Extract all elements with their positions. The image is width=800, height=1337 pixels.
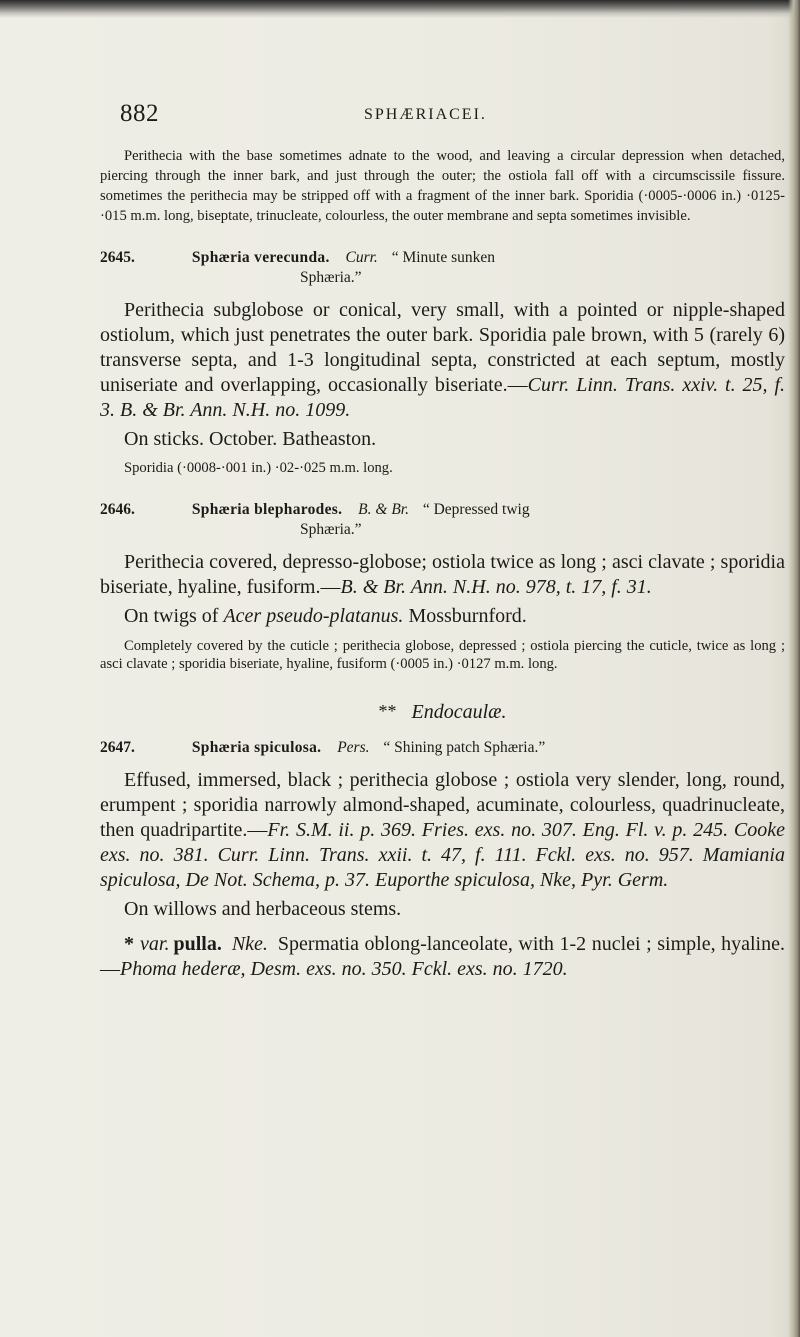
species-name: Sphæria blepharodes. <box>191 501 343 518</box>
english-name: “ Shining patch Sphæria.” <box>383 739 546 756</box>
variety-label: var. <box>140 933 170 955</box>
species-description <box>100 768 785 893</box>
species-description <box>100 550 785 600</box>
entry-heading <box>100 500 785 540</box>
description-references: Curr. Linn. Trans. xxiv. t. 25, f. 3. B. & Br. Ann. N.H. no. 1099. <box>100 374 785 421</box>
english-name-continued: Sphæria.” <box>300 269 362 286</box>
variety-entry <box>100 932 785 982</box>
scan-page-edge <box>788 0 800 1337</box>
page-content <box>100 100 785 982</box>
intro-paragraph: Perithecia with the base sometimes adnate to the wood, and leaving a circular depression when detached, piercing through the inner bark, and just through the outer; the ostiola fall off with a circumscissile fissure. sometimes the perithecia may be stripped off with a fragment of the inner bark. Sporidia (·0005-·0006 in.) ·0125-·015 m.m. long, biseptate, trinucleate, colourless, the outer membrane and septa sometimes invisible. <box>100 148 785 224</box>
description-text: Effused, immersed, black ; perithecia globose ; ostiola very slender, long, round, erumpent ; sporidia narrowly almond-shaped, acuminate, colourless, quadrinucleate, then quadripartite.— <box>100 769 785 841</box>
variety-text: Spermatia oblong-lanceolate, with 1-2 nuclei ; simple, hyaline.— <box>100 933 785 980</box>
running-title: SPHÆRIACEI. <box>364 106 487 123</box>
habitat-location: Mossburnford. <box>408 605 527 627</box>
entry-2646 <box>100 500 785 673</box>
description-text: Perithecia covered, depresso-globose; ostiola twice as long ; asci clavate ; sporidia biseriate, hyaline, fusiform.— <box>100 551 785 598</box>
entry-2647 <box>100 738 785 982</box>
species-authority: B. & Br. <box>358 501 409 518</box>
entry-number: 2647. <box>100 739 135 756</box>
entry-heading <box>100 248 785 288</box>
variety-name: pulla. <box>173 933 222 955</box>
variety-authority: Nke. <box>231 933 268 955</box>
species-description <box>100 298 785 423</box>
entry-2645 <box>100 248 785 478</box>
species-authority: Curr. <box>345 249 378 266</box>
variety-marker: * <box>124 933 134 955</box>
species-note: Completely covered by the cuticle ; perithecia globose, depressed ; ostiola piercing the cuticle, twice as long ; asci clavate ; sporidia biseriate, hyaline, fusiform (·0005 in.) ·0127 m.m. long. <box>100 638 785 672</box>
description-text: Perithecia subglobose or conical, very small, with a pointed or nipple-shaped ostiolum, which just penetrates the outer bark. Sporidia pale brown, with 5 (rarely 6) transverse septa, and 1-3 longitudinal septa, constricted at each septum, mostly uniseriate and overlapping, occasionally biseriate.— <box>100 299 785 396</box>
sporidia-measurement: Sporidia (·0008-·001 in.) ·02-·025 m.m. long. <box>124 460 393 476</box>
habitat-prefix: On twigs of <box>124 605 219 627</box>
habitat-line <box>100 604 785 629</box>
entry-number: 2645. <box>100 249 135 266</box>
section-stars: ** <box>378 701 397 721</box>
description-references: B. & Br. Ann. N.H. no. 978, t. 17, f. 31. <box>340 576 652 598</box>
entry-number: 2646. <box>100 501 135 518</box>
variety-references: Phoma hederæ, Desm. exs. no. 350. Fckl. exs. no. 1720. <box>120 958 568 980</box>
species-authority: Pers. <box>337 739 370 756</box>
species-name: Sphæria spiculosa. <box>191 739 322 756</box>
entry-heading <box>100 738 785 758</box>
habitat-line: On sticks. October. Batheaston. <box>124 428 377 450</box>
habitat-host: Acer pseudo-platanus. <box>223 605 404 627</box>
habitat-line: On willows and herbaceous stems. <box>124 898 402 920</box>
section-title: Endocaulæ. <box>411 701 507 723</box>
scan-top-shadow <box>0 0 800 18</box>
section-heading <box>100 701 785 724</box>
description-references: Fr. S.M. ii. p. 369. Fries. exs. no. 307. Eng. Fl. v. p. 245. Cooke exs. no. 381. Curr. Linn. Trans. xxii. t. 47, f. 111. Fckl. exs. no. 957. Mamiania spiculosa, De Not. Schema, p. 37. Euporthe spiculosa, Nke, Pyr. Germ. <box>100 819 785 891</box>
english-name-continued: Sphæria.” <box>300 521 362 538</box>
english-name: “ Minute sunken <box>391 249 496 266</box>
running-head <box>100 100 785 136</box>
page-number: 882 <box>120 100 159 127</box>
english-name: “ Depressed twig <box>422 501 530 518</box>
species-name: Sphæria verecunda. <box>191 249 330 266</box>
